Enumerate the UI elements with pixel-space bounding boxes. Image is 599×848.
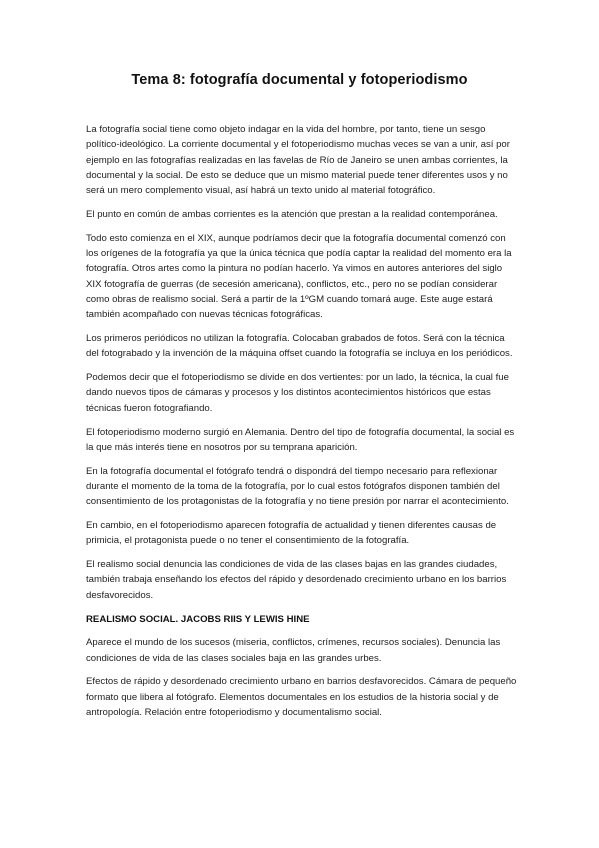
paragraph: Todo esto comienza en el XIX, aunque podríamos decir que la fotografía documental comenzó con los orígenes de la fotografía ya que la única técnica que podía captar la realidad del momento era la fotografía. Otros artes como la pintura no podían hacerlo. Ya vimos en autores anteriores del siglo XIX fotografía de guerras (de secesión americana), conflictos, etc., pero no se podían considerar como obras de realismo social. Será a partir de la 1ºGM cuando tomará auge. Este auge estará también acompañado con nuevas técnicas fotográficas. (86, 232, 512, 321)
page-title: Tema 8: fotografía documental y fotoperiodismo (131, 72, 468, 88)
section-paragraph: Efectos de rápido y desordenado crecimiento urbano en barrios desfavorecidos. Cámara de pequeño formato que libera al fotógrafo. Elementos documentales en los estudios de la historia social y de antropología. Relación entre fotoperiodismo y documentalismo social. (86, 676, 517, 718)
paragraph: El punto en común de ambas corrientes es la atención que prestan a la realidad contemporánea. (86, 208, 498, 220)
paragraph: El realismo social denuncia las condiciones de vida de las clases bajas en las grandes ciudades, también trabaja enseñando los efectos del rápido y desordenado crecimiento urbano en los barrios desfavorecidos. (86, 559, 507, 601)
paragraph: La fotografía social tiene como objeto indagar en la vida del hombre, por tanto, tiene un sesgo político-ideológico. La corriente documental y el fotoperiodismo muchas veces se van a unir, así por ejemplo en las fotografías realizadas en las favelas de Río de Janeiro se unen ambas corrientes, la documental y la social. De esto se deduce que un mismo material puede tener diferentes usos y no será un mero complemento visual, así habrá un texto unido al material fotográfico. (86, 124, 510, 197)
section-paragraph: Aparece el mundo de los sucesos (miseria, conflictos, crímenes, recursos sociales). Denuncia las condiciones de vida de las clases sociales baja en las grandes urbes. (86, 637, 501, 664)
paragraph: Podemos decir que el fotoperiodismo se divide en dos vertientes: por un lado, la técnica, la cual fue dando nuevos tipos de cámaras y procesos y los distintos acontecimientos históricos que estas técnicas fueron fotografiando. (86, 372, 509, 414)
paragraph: El fotoperiodismo moderno surgió en Alemania. Dentro del tipo de fotografía documental, la social es la que más interés tiene en nosotros por su temprana aparición. (86, 426, 515, 453)
paragraph: En cambio, en el fotoperiodismo aparecen fotografía de actualidad y tienen diferentes causas de primicia, el protagonista puede o no tener el consentimiento de la fotografía. (86, 520, 497, 547)
paragraph: Los primeros periódicos no utilizan la fotografía. Colocaban grabados de fotos. Será con la técnica del fotograbado y la invención de la máquina offset cuando la fotografía se incluya en los periódicos. (86, 333, 513, 360)
document-body (86, 122, 520, 729)
paragraph: En la fotografía documental el fotógrafo tendrá o dispondrá del tiempo necesario para reflexionar durante el momento de la toma de la fotografía, por lo cual estos fotógrafos disponen también del consentimiento de los protagonistas de la fotografía y no tiene presión por narrar el acontecimiento. (86, 465, 509, 508)
section-heading: REALISMO SOCIAL. JACOBS RIIS Y LEWIS HINE (86, 613, 310, 625)
